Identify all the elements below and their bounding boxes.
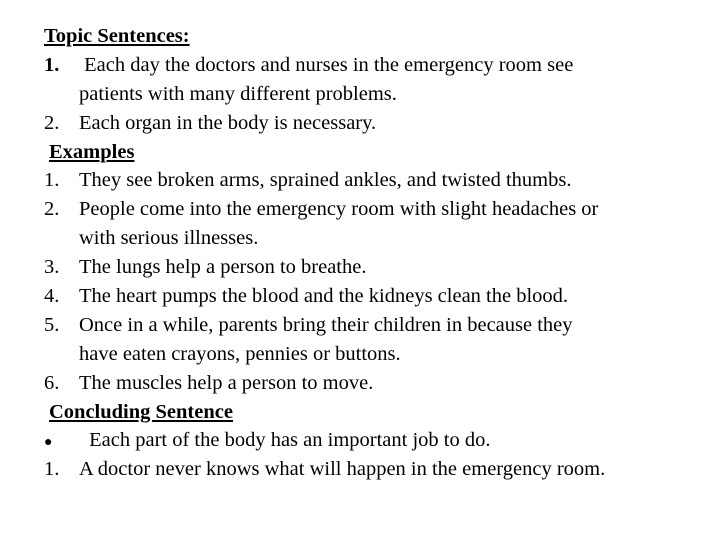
example-item-1 <box>44 166 714 195</box>
examples-heading-text: Examples <box>49 140 135 163</box>
concluding-item-1 <box>44 455 714 484</box>
example-item-3 <box>44 253 714 282</box>
example-item-5-continuation: have eaten crayons, pennies or buttons. <box>79 342 401 365</box>
list-item-text: Once in a while, parents bring their children in because they <box>79 313 573 336</box>
list-item-text: People come into the emergency room with slight headaches or <box>79 198 599 221</box>
list-item-text: Each day the doctors and nurses in the emergency room see <box>79 53 574 76</box>
list-marker: 1. <box>44 458 60 481</box>
topic-item-1 <box>44 51 714 80</box>
example-item-2-continuation: with serious illnesses. <box>79 227 259 250</box>
list-marker: 2. <box>44 198 60 221</box>
list-item-text: They see broken arms, sprained ankles, and twisted thumbs. <box>79 169 572 192</box>
list-marker: 1. <box>44 53 60 76</box>
example-item-5 <box>44 311 714 340</box>
list-marker: 1. <box>44 169 60 192</box>
list-item-text: The heart pumps the blood and the kidneys clean the blood. <box>79 285 569 308</box>
topic-sentences-heading: Topic Sentences: <box>44 25 190 47</box>
list-marker: 5. <box>44 313 60 336</box>
concluding-sentence-heading <box>44 398 714 427</box>
example-item-4 <box>44 282 714 311</box>
list-item-text: A doctor never knows what will happen in the emergency room. <box>79 458 606 481</box>
list-item-text: The muscles help a person to move. <box>79 371 374 394</box>
list-item-text: The lungs help a person to breathe. <box>79 256 367 279</box>
list-marker: 3. <box>44 256 60 279</box>
topic-item-2 <box>44 109 714 138</box>
topic-item-1-continuation: patients with many different problems. <box>79 82 397 105</box>
example-item-6 <box>44 369 714 398</box>
list-item-text: Each part of the body has an important job to do. <box>84 429 491 452</box>
list-marker: 4. <box>44 285 60 308</box>
bullet-icon: ● <box>44 435 53 451</box>
concluding-heading-text: Concluding Sentence <box>49 400 233 423</box>
list-marker: 2. <box>44 111 60 134</box>
examples-heading <box>44 138 714 167</box>
document-body <box>44 22 714 484</box>
list-marker: 6. <box>44 371 60 394</box>
concluding-item-bullet <box>44 426 714 455</box>
list-item-text: Each organ in the body is necessary. <box>79 111 377 134</box>
example-item-2 <box>44 195 714 224</box>
